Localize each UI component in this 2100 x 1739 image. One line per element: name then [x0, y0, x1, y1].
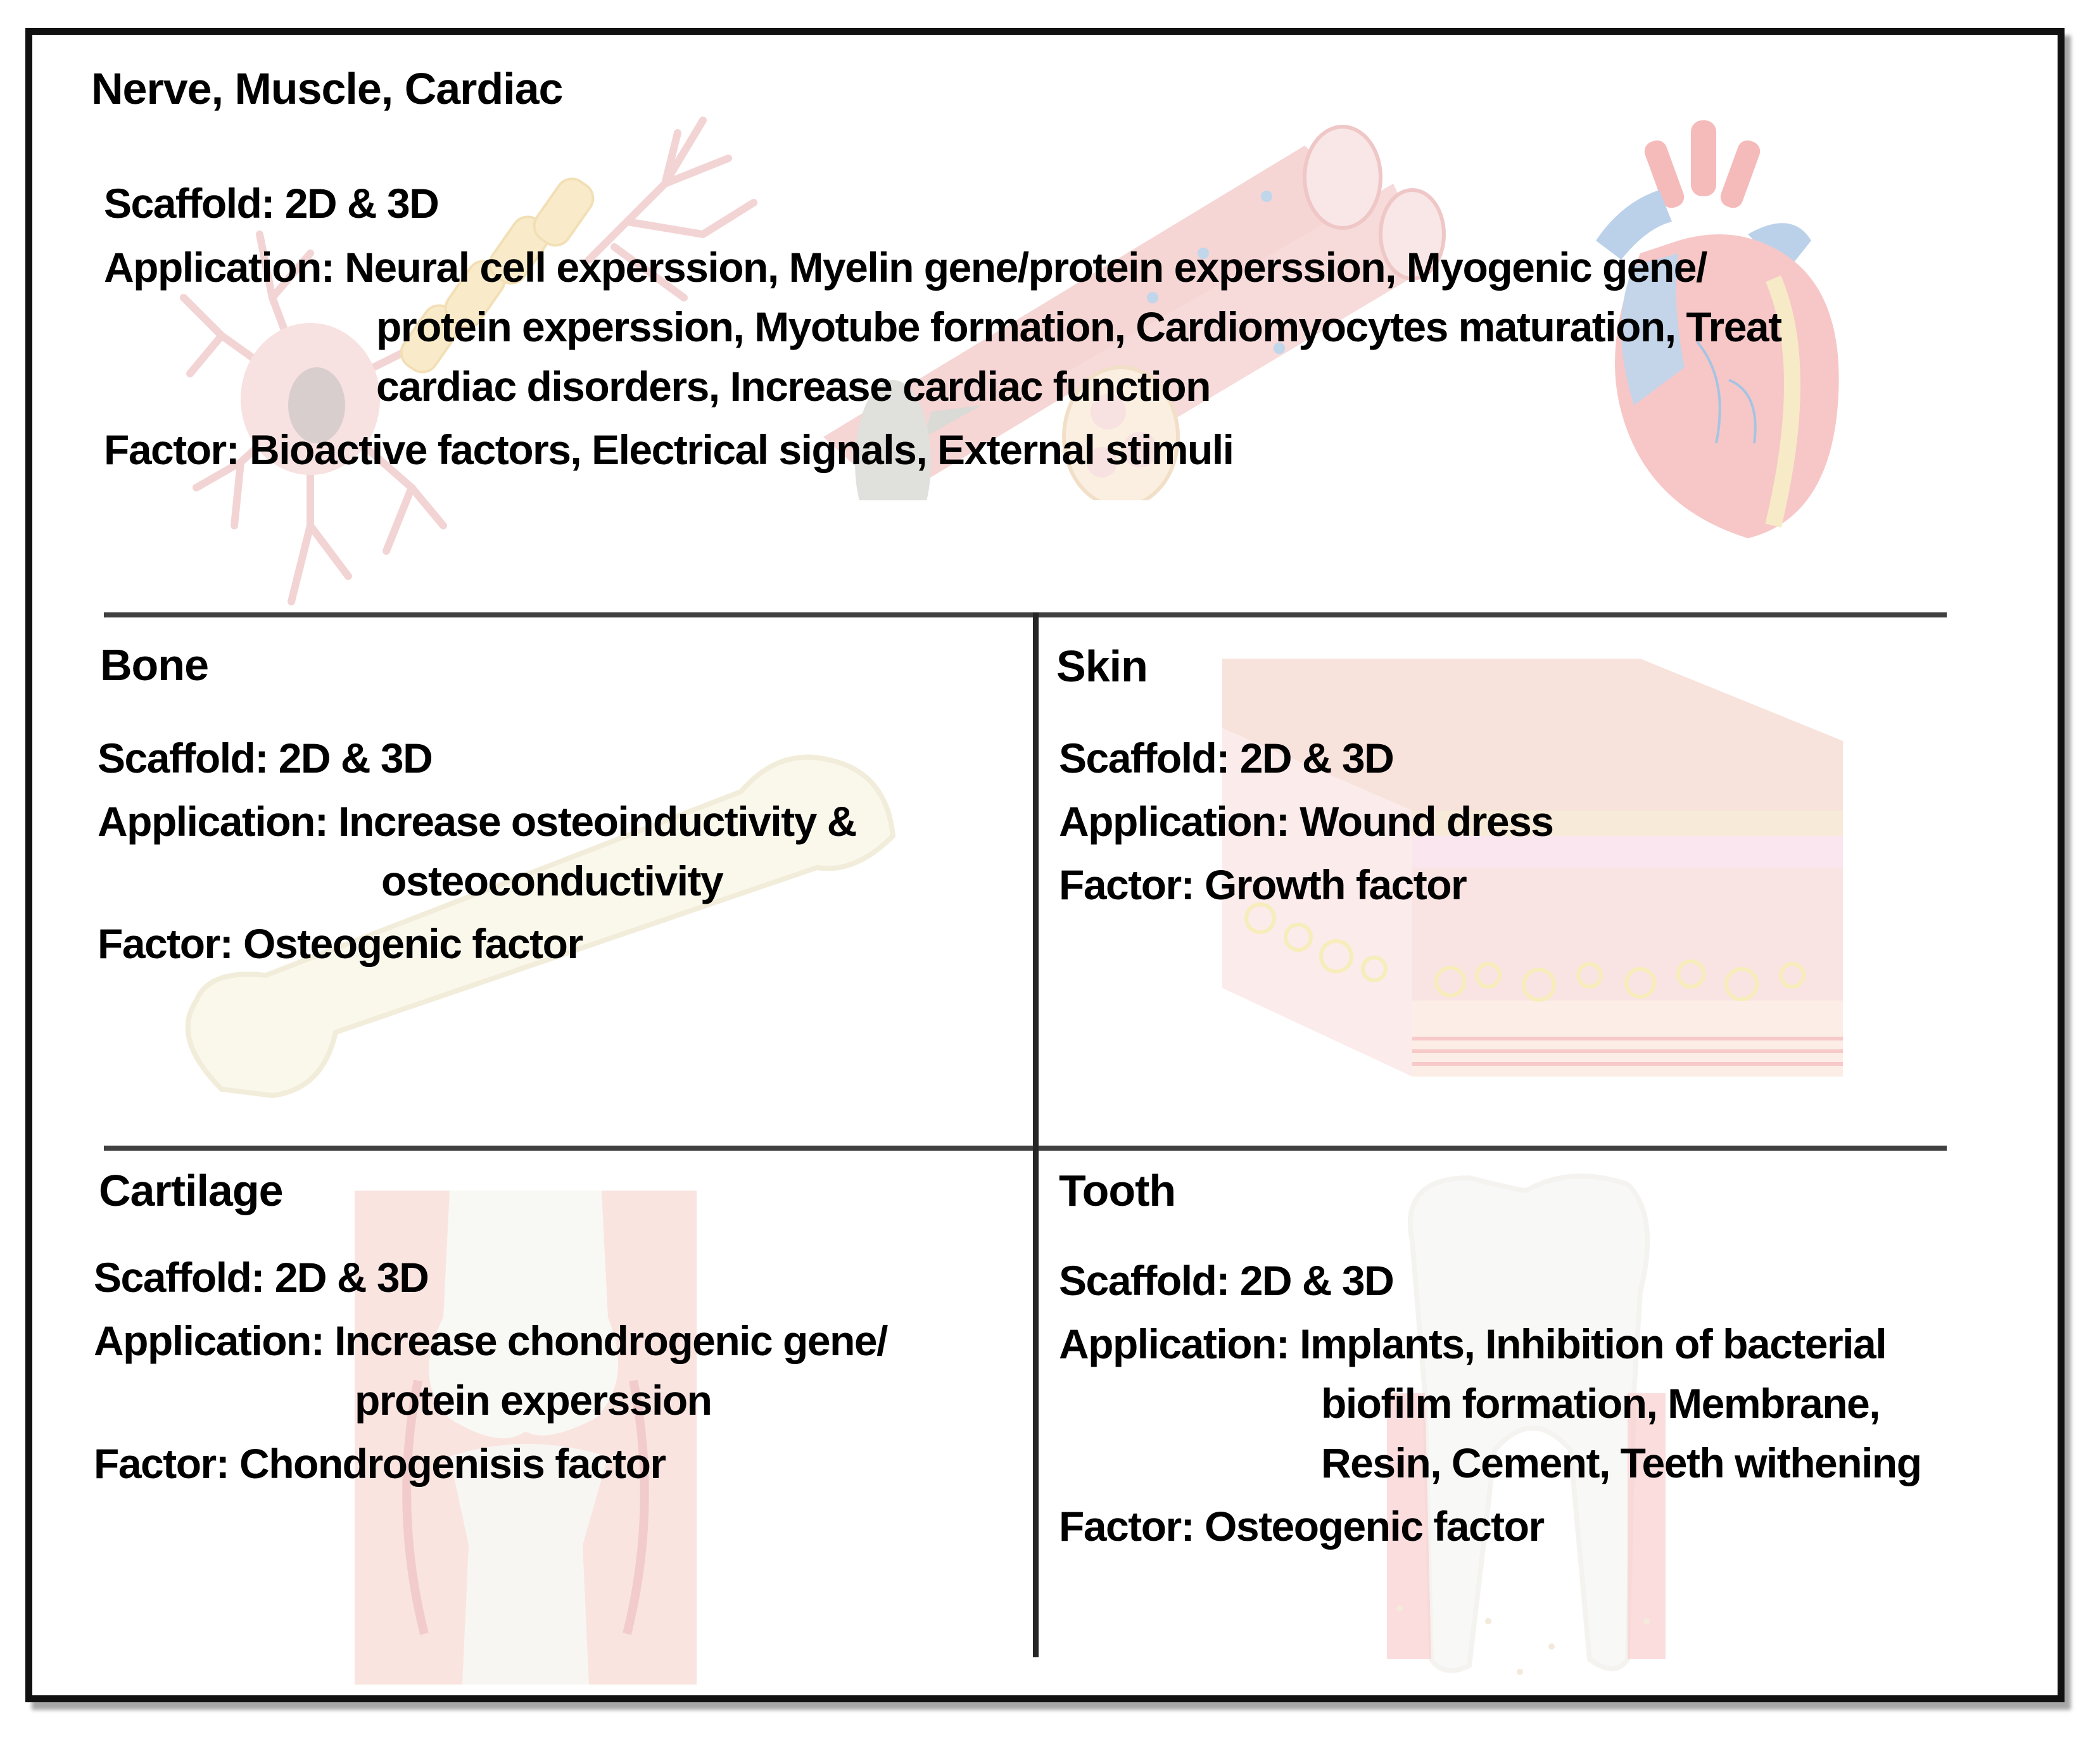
scaffold-value: 2D & 3D — [1239, 735, 1394, 781]
application-line: biofilm formation, Membrane, — [1321, 1380, 1880, 1427]
application-line: Increase osteoinductivity & — [338, 798, 856, 845]
factor-label: Factor: — [94, 1440, 229, 1487]
factor-label: Factor: — [1059, 861, 1194, 908]
divider-middle — [104, 1146, 1947, 1151]
factor-row — [98, 914, 583, 973]
application-row — [94, 1311, 887, 1370]
factor-value: Osteogenic factor — [1205, 1503, 1544, 1550]
panel-title: Cartilage — [99, 1166, 283, 1215]
factor-value: Bioactive factors, Electrical signals, External stimuli — [250, 426, 1234, 473]
factor-label: Factor: — [104, 426, 239, 473]
scaffold-row — [104, 174, 438, 233]
application-row — [98, 792, 856, 851]
factor-label: Factor: — [98, 920, 233, 967]
application-label: Application: — [104, 244, 334, 291]
panel-title: Skin — [1056, 642, 1148, 691]
scaffold-label: Scaffold: — [104, 180, 274, 227]
application-line: cardiac disorders, Increase cardiac function — [376, 363, 1210, 410]
application-label: Application: — [1059, 1320, 1289, 1367]
scaffold-label: Scaffold: — [94, 1254, 264, 1301]
scaffold-row — [98, 728, 432, 788]
scaffold-value: 2D & 3D — [278, 735, 433, 781]
panel-title: Nerve, Muscle, Cardiac — [91, 64, 563, 113]
application-label: Application: — [98, 798, 328, 845]
application-line: Neural cell experssion, Myelin gene/protein experssion, Myogenic gene/ — [345, 244, 1707, 291]
application-line: Wound dress — [1300, 798, 1553, 845]
factor-value: Growth factor — [1205, 861, 1467, 908]
divider-top — [104, 612, 1947, 617]
factor-value: Osteogenic factor — [243, 920, 583, 967]
application-line: protein experssion — [355, 1377, 712, 1424]
scaffold-label: Scaffold: — [1059, 735, 1229, 781]
factor-value: Chondrogenisis factor — [239, 1440, 666, 1487]
scaffold-row — [1059, 728, 1393, 788]
application-line: protein experssion, Myotube formation, Cardiomyocytes maturation, Treat — [376, 303, 1781, 350]
factor-row — [104, 420, 1234, 479]
scaffold-row — [94, 1248, 428, 1307]
application-row — [1059, 1314, 1886, 1374]
scaffold-row — [1059, 1251, 1393, 1310]
scaffold-label: Scaffold: — [1059, 1257, 1229, 1304]
scaffold-value: 2D & 3D — [284, 180, 439, 227]
application-label: Application: — [94, 1317, 324, 1364]
panel-title: Tooth — [1059, 1166, 1176, 1215]
application-line: Implants, Inhibition of bacterial — [1300, 1320, 1887, 1367]
application-line: Increase chondrogenic gene/ — [334, 1317, 887, 1364]
application-label: Application: — [1059, 798, 1289, 845]
application-row — [1059, 792, 1553, 851]
factor-row — [1059, 1496, 1544, 1556]
factor-row — [1059, 855, 1466, 914]
scaffold-value: 2D & 3D — [274, 1254, 429, 1301]
application-line: osteoconductivity — [381, 857, 723, 904]
application-line: Resin, Cement, Teeth withening — [1321, 1439, 1921, 1486]
factor-row — [94, 1434, 666, 1493]
scaffold-label: Scaffold: — [98, 735, 268, 781]
factor-label: Factor: — [1059, 1503, 1194, 1550]
scaffold-value: 2D & 3D — [1239, 1257, 1394, 1304]
panel-title: Bone — [100, 640, 208, 690]
divider-vertical — [1033, 612, 1039, 1657]
application-row — [104, 237, 1707, 297]
